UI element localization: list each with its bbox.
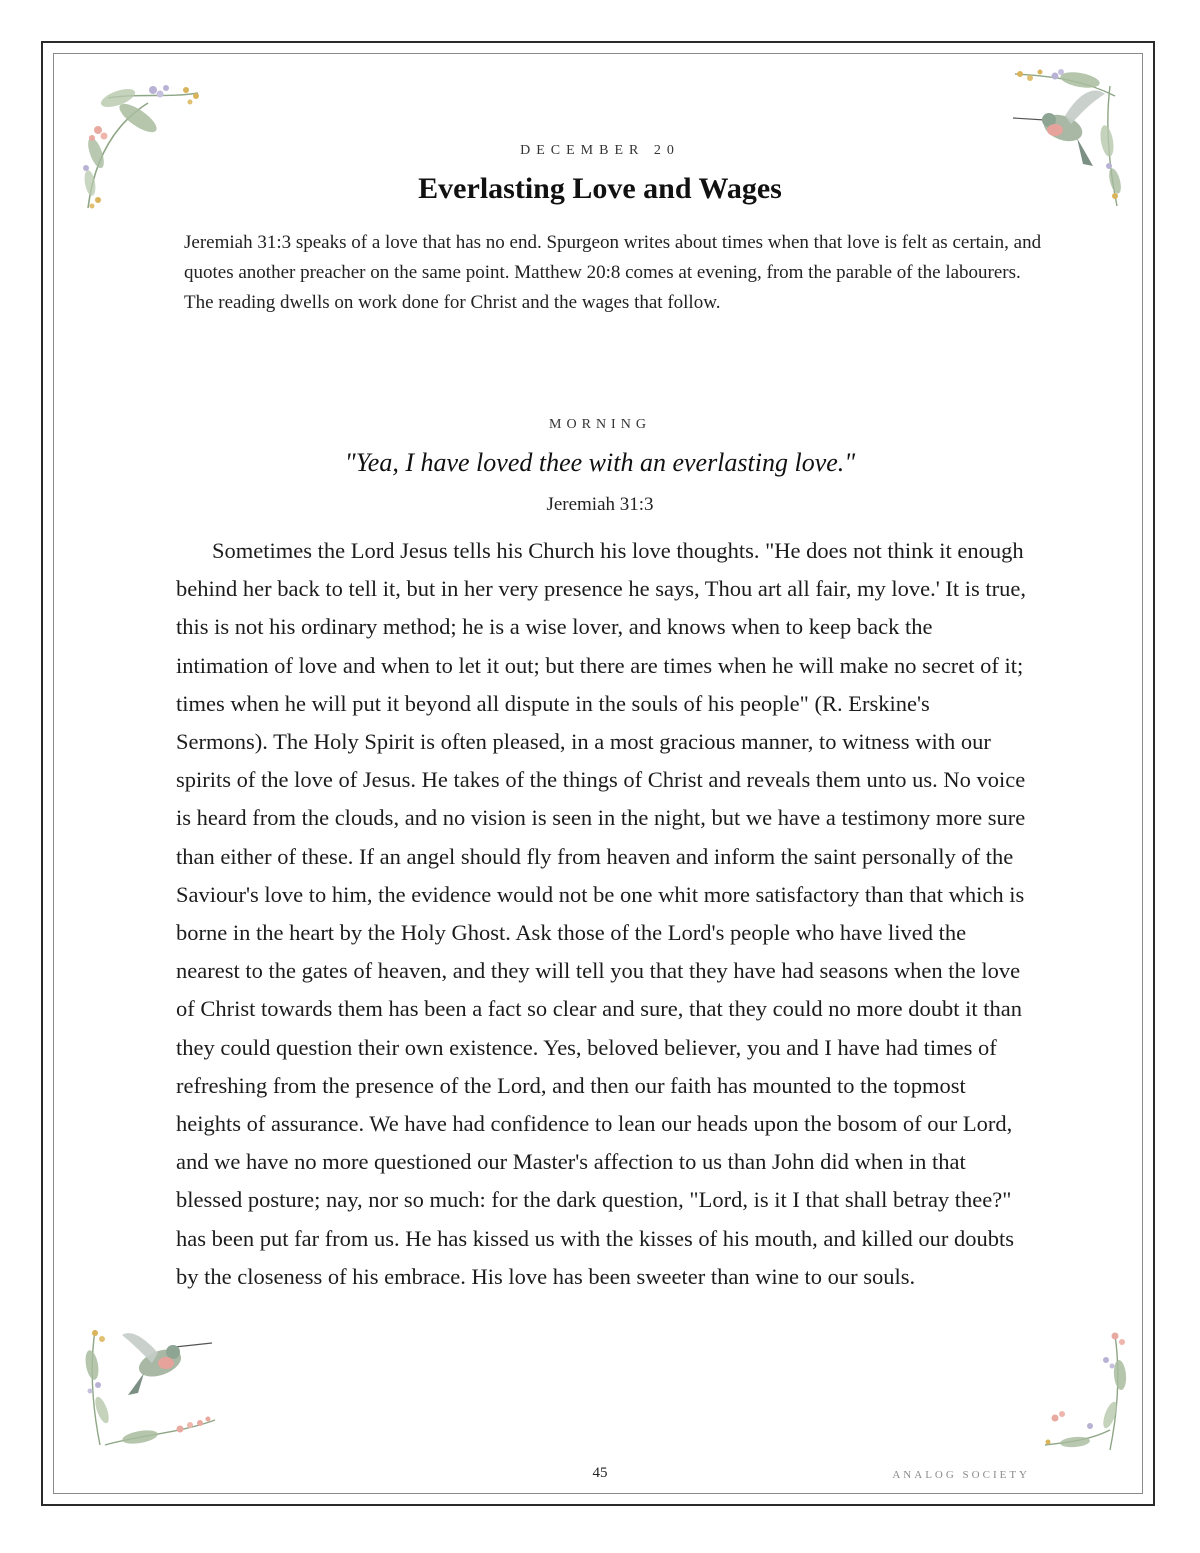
page-date: DECEMBER 20 [520, 143, 680, 158]
section-label: MORNING [549, 417, 651, 432]
hummingbird-floral-icon [80, 1325, 220, 1455]
floral-corner-icon [1040, 1330, 1130, 1455]
scripture-reference: Jeremiah 31:3 [546, 494, 654, 515]
scripture-verse: "Yea, I have loved thee with an everlasting love." [344, 448, 856, 477]
devotional-body: Sometimes the Lord Jesus tells his Church his love thoughts. "He does not think it enough behind her back to tell it, but in her very presence he says, Thou art all fair, my love.' It is true, this is not his ordinary method; he is a wise lover, and knows when to keep back the intimation of love and when to let it out; but there are times when he will make no secret of it; times when he will put it beyond all dispute in the souls of his people" (R. Erskine's Sermons). The Holy Spirit is often pleased, in a most gracious manner, to witness with our spirits of the love of Jesus. He takes of the things of Christ and reveals them unto us. No voice is heard from the clouds, and no vision is seen in the night, but we have a testimony more sure than either of these. If an angel should fly from heaven and inform the saint personally of the Saviour's love to him, the evidence would not be one whit more satisfactory than that which is borne in the heart by the Holy Ghost. Ask those of the Lord's people who have lived the nearest to the gates of heaven, and they will tell you that they have had seasons when the love of Christ towards them has been a fact so clear and sure, that they could no more doubt it than they could question their own existence. Yes, beloved believer, you and I have had times of refreshing from the presence of the Lord, and then our faith has mounted to the topmost heights of assurance. We have had confidence to lean our heads upon the bosom of our Lord, and we have no more questioned our Master's affection to us than John did when in that blessed posture; nay, nor so much: for the dark question, "Lord, is it I that shall betray thee?" has been put far from us. He has kissed us with the kisses of his mouth, and killed our doubts by the closeness of his embrace. His love has been sweeter than wine to our souls. [176, 538, 1026, 1289]
intro-paragraph: Jeremiah 31:3 speaks of a love that has no end. Spurgeon writes about times when that love is felt as certain, and quotes another preacher on the same point. Matthew 20:8 comes at evening, from the parable of the labourers. The reading dwells on work done for Christ and the wages that follow. [184, 232, 1042, 313]
page-number: 45 [592, 1465, 608, 1481]
publisher-mark: ANALOG SOCIETY [892, 1469, 1030, 1481]
page-title: Everlasting Love and Wages [418, 172, 782, 205]
